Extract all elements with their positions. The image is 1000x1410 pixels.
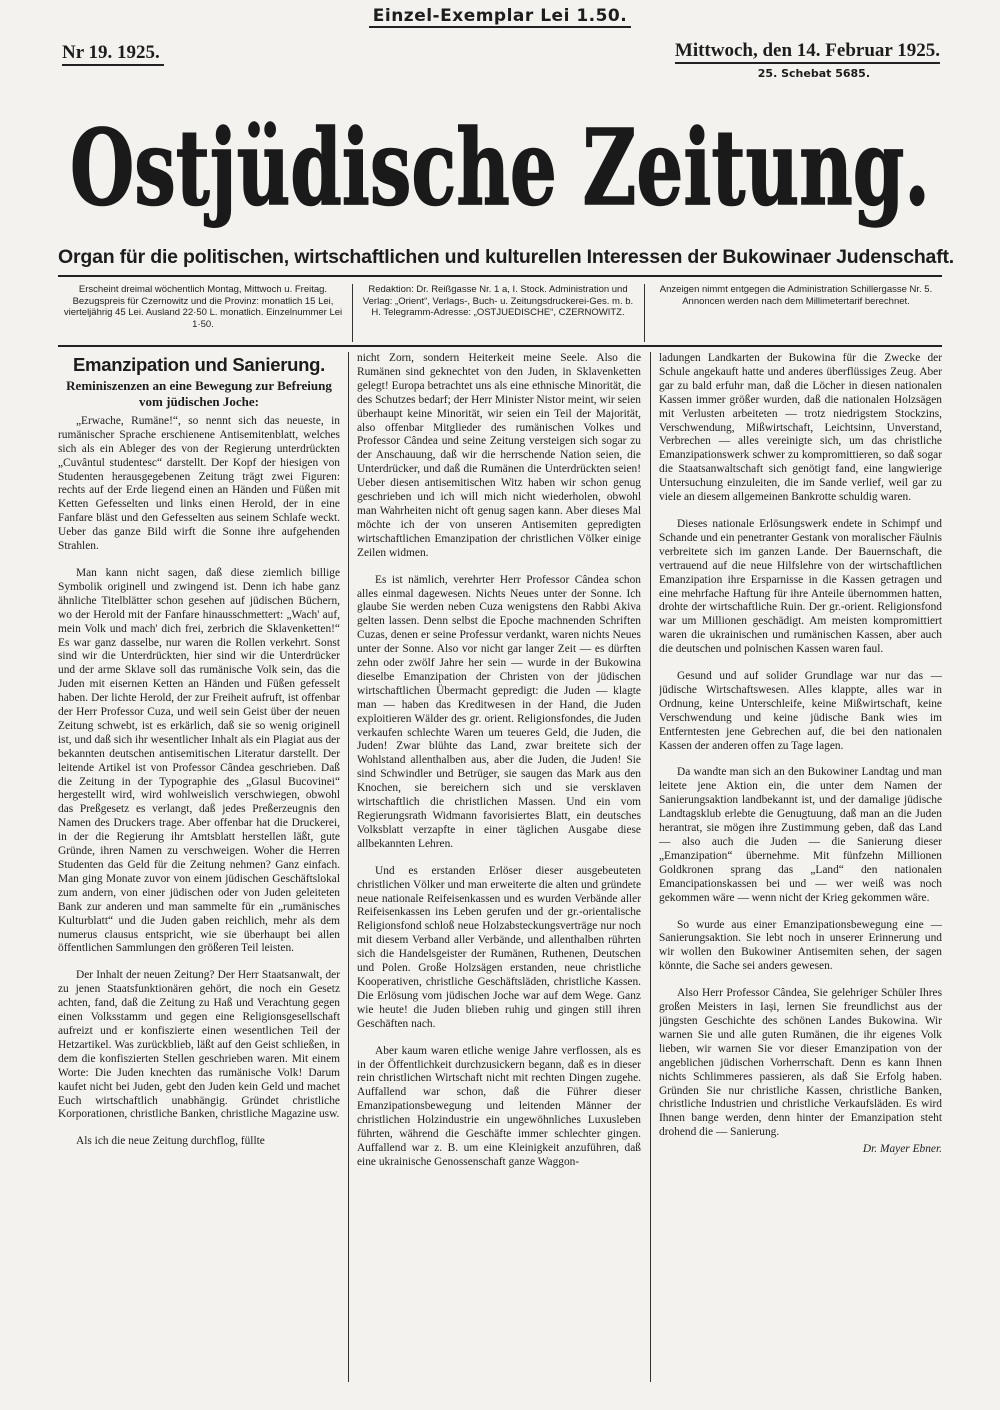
price-banner: [0, 6, 1000, 26]
rule-top: [58, 275, 942, 277]
editorial-address: Redaktion: Dr. Reißgasse Nr. 1 a, I. Stock. Administration und Verlag: „Orient“, Verlags-, Buch- u. Zeitungsdruckerei-Ges. m. b. H. Telegramm-Adresse: „OSTJUEDISCHE“, CZERNOWITZ.: [362, 284, 634, 318]
rule-below-info: [58, 345, 942, 347]
subscription-info: Erscheint dreimal wöchentlich Montag, Mittwoch u. Freitag. Bezugspreis für Czernowitz und die Provinz: monatlich 15 Lei, vierteljährig 45 Lei. Ausland 22·50 L. monatlich. Einzelnummer Lei 1·50.: [63, 284, 343, 330]
price-text: Einzel-Exemplar Lei 1.50.: [369, 6, 631, 28]
issue-number: Nr 19. 1925.: [62, 42, 164, 66]
paragraph: „Erwache, Rumäne!“, so nennt sich das neueste, in rumänischer Sprache erschienene Antisemitenblatt, welches sich als ein Ableger des von der Regierung unterdrückten „Cuvântul studentesc“ darstellt. Der Kopf der hiesigen von Studenten herausgegebenen Zeitung trägt zwei Figuren: rechts auf der Erde liegend einen an Händen und Füßen mit Ketten Gefesselten und links einen Herold, der in eine Fanfare bläst und den Gefesselten aus seinem Schlafe weckt. Ueber das ganze Bild wirft die Sonne ihre aufgehenden Strahlen.: [58, 414, 340, 553]
newspaper-subtitle: Organ für die politischen, wirtschaftlichen und kulturellen Interessen der Bukowinaer Judenschaft.: [58, 246, 954, 268]
column-3: [659, 352, 942, 1382]
hebrew-date: 25. Schebat 5685.: [757, 67, 870, 80]
info-bar: [58, 284, 942, 342]
advertising-info: Anzeigen nimmt entgegen die Administration Schillergasse Nr. 5. Annoncen werden nach dem Millimetertarif berechnet.: [659, 284, 933, 307]
masthead-title: Ostjüdische Zeitung.: [70, 106, 931, 229]
column-divider: [348, 352, 349, 1382]
paragraph: Und es erstanden Erlöser dieser ausgebeuteten christlichen Völker und man erweiterte die alten und gründete neue nationale Reifeisenkassen und es wurden Verbände aller Reifeisenkassen ins Leben gerufen und der gr.-orientalische Religionsfond schloß neue Holzabsteckungsverträge nur noch mit diesem Verband aller Verbände, und allenthalben rührten sich die Handelsgeister der Rumänen, Ruthenen, Deutschen und Polen. Große Holzsägen erstanden, neue christliche Kooperativen, christliche Geschäftsläden, christliche Kassen. Die Erlösung vom jüdischen Joche war auf dem Wege. Ganz wie heute! die Juden blieben ruhig und gingen still ihren Geschäften nach.: [357, 864, 641, 1030]
paragraph: Man kann nicht sagen, daß diese ziemlich billige Symbolik originell und zwingend ist. Denn ich habe ganz ähnliche Titelblätter schon gesehen auf jüdischen Büchern, wo der Herold mit der Fanfare hinausschmettert: „Wach' auf, mein Volk und mach' dich frei, zerbrich die Sklavenketten!“ Es war ganz dasselbe, nur waren die Rollen verkehrt. Sonst sind wir die Unterdrückten, hier sind wir die Unterdrücker und der arme Sklave soll das rumänische Volk sein, das die Juden mit eisernen Ketten an Händen und Füßen gefesselt haben. Der lichte Herold, der zur Freiheit aufruft, ist offenbar der Herr Professor Cuza, und weil sein Geist über der neuen Zeitung schwebt, ist es erkärlich, daß sie so wenig originell ist, und daß sich ihr wesentlicher Inhalt als ein Plagiat aus der bekannten deutschen antisemitischen Literatur darstellt. Der leitende Artikel ist von Professor Cândea geschrieben. Daß die Zeitung in der Typographie des „Glasul Bucovinei“ hergestellt wird, wird wohlweislich verschwiegen, obwohl das Preßgesetz es verlangt, daß jedes Preßerzeugnis den Namen des Druckers trage. Aber offenbar hat die Druckerei, in der die Regierung ihr Amtsblatt herstellen läßt, gute Gründe, ihren Namen zu verschweigen. Woher die Herren Studenten das Geld für die Zeitung nehmen? Ganz einfach. Man ging Monate zuvor von einem jüdischen Geschäftslokal zum andern, von einer jüdischen oder von Juden geleiteten Bank zur anderen und man sammelte für ein „rumänisches Kulturblatt“ und die Juden gaben reichlich, mehr als dem numerus clausus entspricht, wie sie überhaupt bei allen öffentlichen Sammlungen den größeren Teil leisten.: [58, 566, 340, 955]
paragraph: nicht Zorn, sondern Heiterkeit meine Seele. Also die Rumänen sind geknechtet von den Juden, in Sklavenketten gelegt! Europa betrachtet uns als eine ethnische Minorität, die des Schutzes bedarf; der Herr Minister Nistor meint, wir seien überhaupt keine Minorität, wir seien ein Teil der Majorität, also offenbar Mitglieder des rumänischen Volkes und Professor Cândea und seine Zeitung versteigen sich sogar zu der Anschauung, daß wir die herrschende Nation seien, die Unterdrücker, und daß die Rumänen die Unterdrückten seien! Ueber diesen antisemitischen Witz haben wir schon genug geschrieben und ich will mich nicht wiederholen, obwohl man Wahrheiten nicht oft genug sagen kann. Aber dieses Mal möchte ich der von unseren Antisemiten gepredigten wirtschaftlichen Emanzipation der christlichen Völker einige Zeilen widmen.: [357, 352, 641, 559]
paragraph: Es ist nämlich, verehrter Herr Professor Cândea schon alles einmal dagewesen. Nichts Neues unter der Sonne. Ich glaube Sie werden neben Cuza wenigstens den Rabbi Akiva gelten lassen. Denn selbst die Epoche machnenden Schriften Cuzas, denen er seine Professur verdankt, waren nichts Neues unter der Sonne. Also vor nicht gar langer Zeit — es dürften zehn oder zwölf Jahre her sein — wurde in der Bukowina dieselbe Emanzipation der Christen von der jüdischen wirtschaftlichen Übermacht gepredigt: die Juden — klagte man — haben das Kreditwesen in der Hand, die Juden exploitieren Wälder des gr. orient. Religionsfondes, die Juden verkaufen schlechte Waren um teueres Geld, die Juden, die Juden! Zwar blühte das Land, zwar breitete sich der Wohlstand allenthalben aus, aber die Juden, die Juden! Sie sind Schwindler und Betrüger, sie saugen das Mark aus den Knochen, sie bereichern sich und sie versklaven wirtschaftlich die christlichen Massen. Und ein vom Regierungsrath Widmann favorisiertes Blatt, ein deutsches Volksblatt verzapfte in einer täglichen Ausgabe diese allbekannten Lehren.: [357, 573, 641, 850]
paragraph: Dieses nationale Erlösungswerk endete in Schimpf und Schande und ein penetranter Gestank von moralischer Fäulnis verbreitete sich im ganzen Lande. Der Bauernschaft, die vertrauend auf die neue Hilfslehre von der wirtschaftlichen Emanzipation ihre Ersparnisse in die Kassen getragen und eine mehrfache Haftung für ihre Anteile übernommen hatten, drohte der wirtschaftliche Ruin. Der gr.-orient. Religionsfond war um Millionen geschädigt. Am meisten kompromittiert waren die ukrainischen und rumänischen Kassen, aber auch die deutschen und polnischen Kassen waren faul.: [659, 517, 942, 656]
paragraph: ladungen Landkarten der Bukowina für die Zwecke der Schule angekauft hatte und anderes überflüssiges Zeug. Aber gar zu bald erfuhr man, daß die Löcher in diesen nationalen Kassen immer größer wurden, daß die nationalen Holzsägen mit Verlusten arbeiteten — trotz niedrigstem Stockzins, Verschwendung, Mißwirtschaft, Leichtsinn, Unverstand, Verbrechen — alles vereinigte sich, um das christliche Emanzipationswerk schwer zu kompromittieren, so daß sogar die Staatsanwaltschaft sich genötigt fand, eine langwierige Untersuchung einzuleiten, die im Sande verlief, weil gar zu viele an diesem allgemeinen Bankrotte schuldig waren.: [659, 352, 942, 504]
paragraph: Gesund und auf solider Grundlage war nur das — jüdische Wirtschaftswesen. Alles klappte, alles war in Ordnung, keine Unterschleife, keine Mißwirtschaft, keine Verschwendung und keine jüdische Bank wies im Entferntesten jene Gebrechen auf, die bei den nationalen Kassen der anderen offen zu Tage lagen.: [659, 670, 942, 752]
issue-date: Mittwoch, den 14. Februar 1925.: [675, 40, 940, 64]
article-title: Emanzipation und Sanierung.: [73, 354, 325, 375]
column-divider: [650, 352, 651, 1382]
paragraph: Als ich die neue Zeitung durchflog, füllte: [76, 1135, 265, 1148]
masthead: [60, 92, 940, 232]
issue-date-block: [675, 40, 940, 80]
paragraph: Also Herr Professor Cândea, Sie gelehriger Schüler Ihres großen Meisters in Iași, lernen Sie freundlichst aus der jüngsten Geschichte des schönen Landes Bukowina. Wir warnen Sie und alle guten Rumänen, die ihr eigenes Volk lieben, wir warnen Sie vor dieser Emanzipation von der angeblichen jüdischen Vorherrschaft. Denn es kann Ihnen nichts Schlimmeres passieren, als daß Sie Erfolg haben. Gründen Sie nur christliche Kassen, christliche Banken, christliche Industrien und christliche Verkaufsläden. Es wird Ihnen bange werden, denn hinter der Emanzipation steht drohend die — Sanierung.: [659, 987, 942, 1139]
column-1: [58, 352, 340, 1382]
masthead-logo: [60, 92, 940, 232]
paragraph: So wurde aus einer Emanzipationsbewegung eine — Sanierungsaktion. Sie lebt noch in unserer Erinnerung und wir wollen den Bukowiner Antisemiten sehen, der sagen könnte, die Sache sei anders gewesen.: [659, 918, 942, 973]
author-signature: Dr. Mayer Ebner.: [862, 1143, 942, 1156]
paragraph: Aber kaum waren etliche wenige Jahre verflossen, als es in der Öffentlichkeit durchzusickern begann, daß es in dieser rein christlichen Wirtschaft nicht mit rechten Dingen zugehe. Auffallend war schon, daß die Führer dieser Emanzipationsbewegung und leitenden Männer der christlichen Holzindustrie ein ungewöhnliches Luxusleben führten, während die Geschäfte immer schlechter gingen. Auffallend war z. B. um eine Kleinigkeit anzuführen, daß eine ukrainische Genossenschaft ganze Waggon-: [357, 1044, 641, 1168]
paragraph: Da wandte man sich an den Bukowiner Landtag und man leitete jene Aktion ein, die unter dem Namen der Sanierungsaktion landbekannt ist, und der damalige jüdische Landtagsklub erlebte die Genugtuung, daß man an die Juden herantrat, sie mögen ihre Zustimmung geben, daß das Land — also auch die Juden — die Sanierung dieser „Emanzipation“ übernehme. Mit fünfzehn Millionen Goldkronen sprang das „Land“ den nationalen Emancipationskassen bei und — wer weiß was noch gekommen wäre — wenn nicht der Krieg gekommen wäre.: [659, 766, 942, 904]
column-2: [357, 352, 641, 1382]
paragraph: Der Inhalt der neuen Zeitung? Der Herr Staatsanwalt, der zu jenen Staatsfunktionären gehört, die noch ein Gesetz achten, fand, daß die Zeitung zu Haß und Verachtung gegen einen Volksstamm und gegen eine Religionsgesellschaft aufreizt und er konfiszierte einen wesentlichen Teil der Hetzartikel. Was zurückblieb, läßt auf den Geist schließen, in dem die konfiszierten Stellen geschrieben waren. Mit einem Worte: Die Juden knechten das rumänische Volk! Darum kaufet nicht bei Juden, gebt den Juden kein Geld und machet Euch wirtschaftlich unabhängig. Gründet christliche Korporationen, christliche Banken, christliche Magazine usw.: [58, 969, 340, 1121]
info-divider: [644, 284, 645, 342]
info-divider: [352, 284, 353, 342]
article-subtitle: Reminiszenzen an eine Bewegung zur Befreiung vom jüdischen Joche:: [66, 377, 332, 409]
article-columns: [58, 352, 942, 1387]
